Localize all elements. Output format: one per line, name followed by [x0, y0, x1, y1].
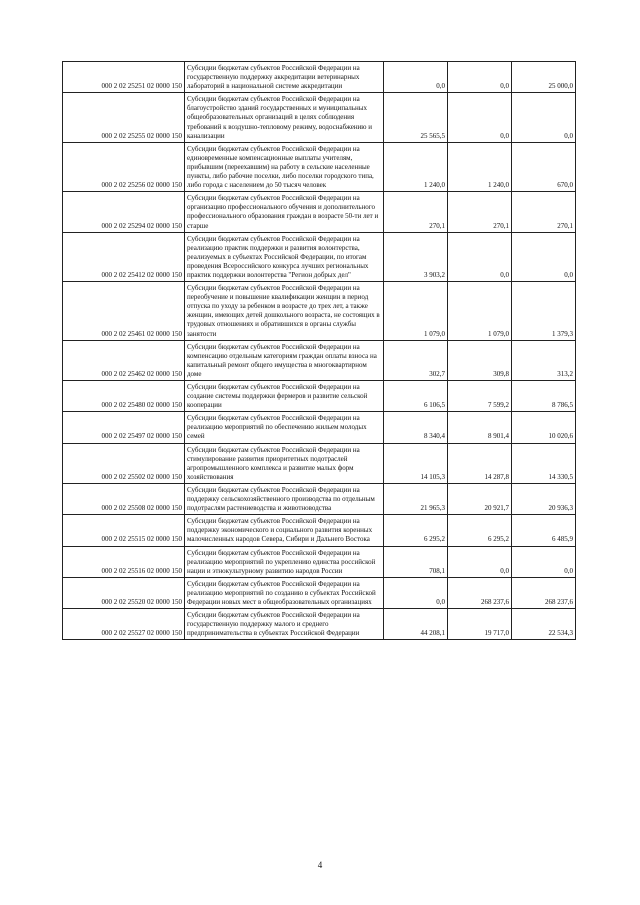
amount-year-3-cell: 270,1: [512, 192, 576, 232]
subsidy-name-cell: Субсидии бюджетам субъектов Российской Федерации на компенсацию отдельным категориям граждан оплаты взноса на капитальный ремонт общего имущества в многоквартирном доме: [185, 340, 384, 380]
subsidy-name-cell: Субсидии бюджетам субъектов Российской Федерации на организацию профессионального обучения и дополнительного профессионального образования граждан в возрасте 50-ти лет и старше: [185, 192, 384, 232]
budget-code-cell: 000 2 02 25251 02 0000 150: [63, 62, 185, 93]
amount-year-1-cell: 0,0: [384, 62, 448, 93]
table-row: [63, 282, 576, 341]
amount-year-2-cell: 7 599,2: [448, 381, 512, 412]
table-row: [63, 412, 576, 443]
amount-year-1-cell: 0,0: [384, 577, 448, 608]
subsidy-name-cell: Субсидии бюджетам субъектов Российской Федерации на государственную поддержку аккредитации ветеринарных лабораторий в национальной системе аккредитации: [185, 62, 384, 93]
subsidy-name-cell: Субсидии бюджетам субъектов Российской Федерации на поддержку сельскохозяйственного производства по отдельным подотраслям растениеводства и животноводства: [185, 483, 384, 514]
amount-year-1-cell: 708,1: [384, 546, 448, 577]
amount-year-2-cell: 309,8: [448, 340, 512, 380]
budget-code-cell: 000 2 02 25480 02 0000 150: [63, 381, 185, 412]
amount-year-3-cell: 268 237,6: [512, 577, 576, 608]
amount-year-2-cell: 0,0: [448, 546, 512, 577]
amount-year-2-cell: 0,0: [448, 62, 512, 93]
amount-year-3-cell: 313,2: [512, 340, 576, 380]
subsidy-name-cell: Субсидии бюджетам субъектов Российской Федерации на реализацию практик поддержки и развития волонтерства, реализуемых в субъектах Российской Федерации, по итогам проведения Всероссийского конкурса лучших региональных практик поддержки волонтерства "Регион добрых дел": [185, 232, 384, 281]
amount-year-3-cell: 14 330,5: [512, 443, 576, 483]
amount-year-1-cell: 270,1: [384, 192, 448, 232]
table-body: [63, 62, 576, 640]
table-row: [63, 62, 576, 93]
budget-code-cell: 000 2 02 25516 02 0000 150: [63, 546, 185, 577]
amount-year-3-cell: 6 485,9: [512, 515, 576, 546]
subsidy-name-cell: Субсидии бюджетам субъектов Российской Федерации на создание системы поддержки фермеров и развитие сельской кооперации: [185, 381, 384, 412]
amount-year-2-cell: 1 240,0: [448, 142, 512, 191]
amount-year-1-cell: 25 565,5: [384, 93, 448, 142]
amount-year-1-cell: 44 208,1: [384, 609, 448, 640]
amount-year-2-cell: 1 079,0: [448, 282, 512, 341]
amount-year-1-cell: 21 965,3: [384, 483, 448, 514]
table-row: [63, 381, 576, 412]
amount-year-3-cell: 0,0: [512, 93, 576, 142]
table-row: [63, 609, 576, 640]
table-row: [63, 577, 576, 608]
amount-year-2-cell: 14 287,8: [448, 443, 512, 483]
amount-year-1-cell: 302,7: [384, 340, 448, 380]
subsidy-name-cell: Субсидии бюджетам субъектов Российской Федерации на реализацию мероприятий по обеспечению жильем молодых семей: [185, 412, 384, 443]
budget-code-cell: 000 2 02 25520 02 0000 150: [63, 577, 185, 608]
amount-year-2-cell: 268 237,6: [448, 577, 512, 608]
table-row: [63, 340, 576, 380]
subsidy-name-cell: Субсидии бюджетам субъектов Российской Федерации на стимулирование развития приоритетных подотраслей агропромышленного комплекса и развитие малых форм хозяйствования: [185, 443, 384, 483]
page-number: 4: [317, 860, 323, 870]
budget-code-cell: 000 2 02 25508 02 0000 150: [63, 483, 185, 514]
amount-year-3-cell: 20 936,3: [512, 483, 576, 514]
subsidy-name-cell: Субсидии бюджетам субъектов Российской Федерации на реализацию мероприятий по созданию в субъектах Российской Федерации новых мест в общеобразовательных организациях: [185, 577, 384, 608]
subsidy-name-cell: Субсидии бюджетам субъектов Российской Федерации на государственную поддержку малого и среднего предпринимательства в субъектах Российской Федерации: [185, 609, 384, 640]
table-row: [63, 443, 576, 483]
amount-year-3-cell: 22 534,3: [512, 609, 576, 640]
amount-year-1-cell: 1 240,0: [384, 142, 448, 191]
budget-code-cell: 000 2 02 25294 02 0000 150: [63, 192, 185, 232]
table-row: [63, 546, 576, 577]
amount-year-1-cell: 6 106,5: [384, 381, 448, 412]
amount-year-1-cell: 1 079,0: [384, 282, 448, 341]
amount-year-1-cell: 8 340,4: [384, 412, 448, 443]
table-row: [63, 93, 576, 142]
amount-year-3-cell: 0,0: [512, 546, 576, 577]
amount-year-2-cell: 6 295,2: [448, 515, 512, 546]
budget-code-cell: 000 2 02 25255 02 0000 150: [63, 93, 185, 142]
table-row: [63, 192, 576, 232]
subsidy-name-cell: Субсидии бюджетам субъектов Российской Федерации на поддержку экономического и социального развития коренных малочисленных народов Севера, Сибири и Дальнего Востока: [185, 515, 384, 546]
amount-year-2-cell: 0,0: [448, 93, 512, 142]
amount-year-2-cell: 20 921,7: [448, 483, 512, 514]
amount-year-3-cell: 25 000,0: [512, 62, 576, 93]
budget-code-cell: 000 2 02 25256 02 0000 150: [63, 142, 185, 191]
amount-year-3-cell: 10 020,6: [512, 412, 576, 443]
amount-year-3-cell: 1 379,3: [512, 282, 576, 341]
amount-year-2-cell: 19 717,0: [448, 609, 512, 640]
amount-year-1-cell: 3 903,2: [384, 232, 448, 281]
subsidy-name-cell: Субсидии бюджетам субъектов Российской Федерации на единовременные компенсационные выплаты учителям, прибывшим (переехавшим) на работу в сельские населенные пункты, либо рабочие поселки, либо поселки городского типа, либо города с населением до 50 тысяч человек: [185, 142, 384, 191]
table-row: [63, 232, 576, 281]
budget-code-cell: 000 2 02 25515 02 0000 150: [63, 515, 185, 546]
table-row: [63, 142, 576, 191]
budget-code-cell: 000 2 02 25461 02 0000 150: [63, 282, 185, 341]
amount-year-3-cell: 0,0: [512, 232, 576, 281]
table-row: [63, 483, 576, 514]
amount-year-1-cell: 14 105,3: [384, 443, 448, 483]
table-row: [63, 515, 576, 546]
amount-year-2-cell: 8 901,4: [448, 412, 512, 443]
subsidy-name-cell: Субсидии бюджетам субъектов Российской Федерации на благоустройство зданий государственных и муниципальных общеобразовательных организаций в целях соблюдения требований к воздушно-тепловому режиму, водоснабжению и канализации: [185, 93, 384, 142]
budget-code-cell: 000 2 02 25527 02 0000 150: [63, 609, 185, 640]
budget-code-cell: 000 2 02 25502 02 0000 150: [63, 443, 185, 483]
budget-code-cell: 000 2 02 25412 02 0000 150: [63, 232, 185, 281]
amount-year-2-cell: 270,1: [448, 192, 512, 232]
amount-year-2-cell: 0,0: [448, 232, 512, 281]
subsidy-name-cell: Субсидии бюджетам субъектов Российской Федерации на переобучение и повышение квалификации женщин в период отпуска по уходу за ребенком в возрасте до трех лет, а также женщин, имеющих детей дошкольного возраста, не состоящих в трудовых отношениях и обратившихся в органы службы занятости: [185, 282, 384, 341]
amount-year-3-cell: 8 786,5: [512, 381, 576, 412]
amount-year-3-cell: 670,0: [512, 142, 576, 191]
subsidy-name-cell: Субсидии бюджетам субъектов Российской Федерации на реализацию мероприятий по укреплению единства российской нации и этнокультурному развитию народов России: [185, 546, 384, 577]
amount-year-1-cell: 6 295,2: [384, 515, 448, 546]
budget-code-cell: 000 2 02 25497 02 0000 150: [63, 412, 185, 443]
budget-code-cell: 000 2 02 25462 02 0000 150: [63, 340, 185, 380]
budget-table: [62, 61, 576, 640]
